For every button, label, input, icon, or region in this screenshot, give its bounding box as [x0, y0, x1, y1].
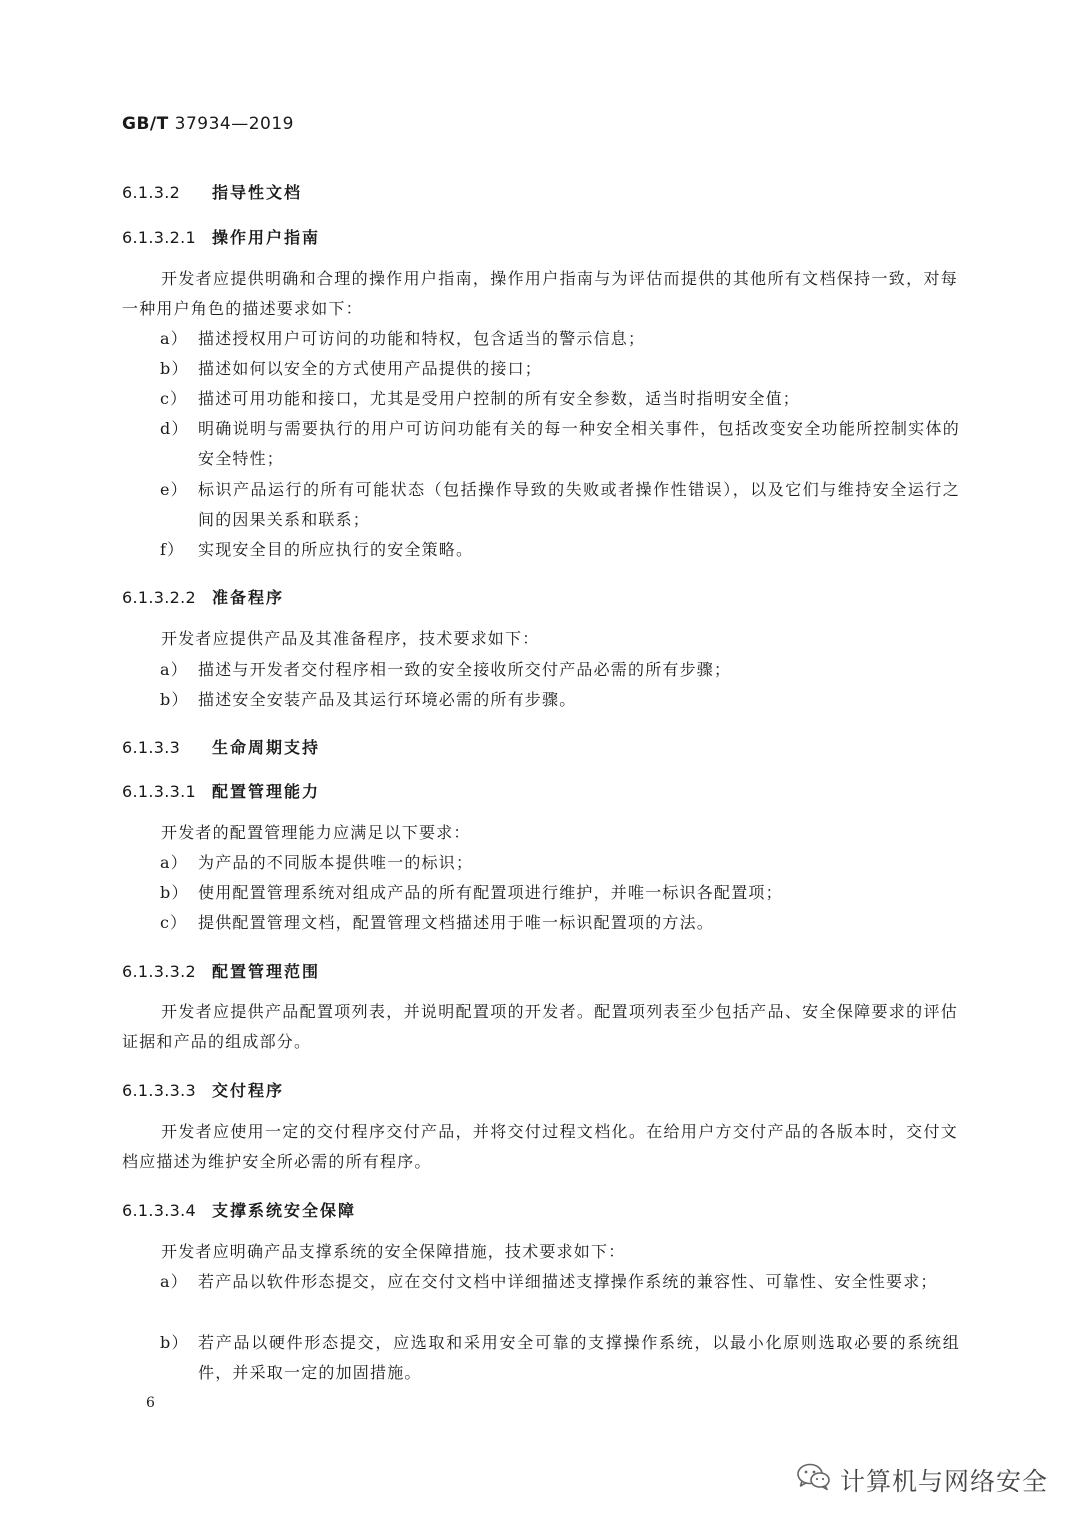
list-item	[160, 324, 960, 354]
section-number: 6.1.3.3	[122, 738, 181, 757]
section-number: 6.1.3.2.1	[122, 228, 196, 247]
list-label: a）	[160, 1272, 188, 1291]
section-title: 支撑系统安全保障	[212, 1201, 357, 1220]
list-item	[160, 384, 960, 414]
body-paragraph: 开发者应明确产品支撑系统的安全保障措施，技术要求如下：	[161, 1242, 626, 1261]
list-text: 描述授权用户可访问的功能和特权，包含适当的警示信息；	[198, 329, 646, 348]
list-text: 实现安全目的所应执行的安全策略。	[198, 540, 474, 559]
section-heading	[122, 180, 302, 203]
list-text: 使用配置管理系统对组成产品的所有配置项进行维护，并唯一标识各配置项；	[198, 883, 783, 902]
section-number: 6.1.3.3.2	[122, 962, 196, 981]
section-number: 6.1.3.3.4	[122, 1201, 196, 1220]
body-paragraph: 开发者的配置管理能力应满足以下要求：	[161, 823, 471, 842]
list-text: 若产品以硬件形态提交，应选取和采用安全可靠的支撑操作系统，以最小化原则选取必要的系统组件，并采取一定的加固措施。	[198, 1333, 960, 1382]
list-label: b）	[160, 1333, 189, 1352]
list-item	[160, 1267, 960, 1297]
list-item	[160, 685, 960, 715]
section-number: 6.1.3.2.2	[122, 588, 196, 607]
section-heading	[122, 959, 320, 982]
section-heading	[122, 779, 320, 802]
section-title: 生命周期支持	[212, 738, 321, 757]
section-title: 配置管理范围	[212, 962, 321, 981]
list-label: a）	[160, 853, 188, 872]
list-text: 提供配置管理文档，配置管理文档描述用于唯一标识配置项的方法。	[198, 913, 715, 932]
section-heading	[122, 1198, 356, 1221]
standard-prefix: GB/T	[122, 114, 169, 134]
list-text: 为产品的不同版本提供唯一的标识；	[198, 853, 474, 872]
list-text: 标识产品运行的所有可能状态（包括操作导致的失败或者操作性错误），以及它们与维持安全运行之间的因果关系和联系；	[198, 480, 960, 529]
list-item	[160, 414, 960, 474]
list-item	[160, 1328, 960, 1388]
section-title: 操作用户指南	[212, 228, 321, 247]
body-paragraph: 开发者应提供明确和合理的操作用户指南，操作用户指南与为评估而提供的其他所有文档保持一致，对每一种用户角色的描述要求如下：	[122, 269, 958, 318]
body-paragraph: 开发者应提供产品配置项列表，并说明配置项的开发者。配置项列表至少包括产品、安全保障要求的评估证据和产品的组成部分。	[122, 1002, 958, 1051]
standard-number: 37934—2019	[174, 114, 294, 134]
list-text: 若产品以软件形态提交，应在交付文档中详细描述支撑操作系统的兼容性、可靠性、安全性要求；	[198, 1272, 938, 1291]
list-text: 描述与开发者交付程序相一致的安全接收所交付产品必需的所有步骤；	[198, 660, 732, 679]
page-number: 6	[146, 1395, 155, 1411]
list-label: f）	[160, 540, 185, 559]
list-label: e）	[160, 480, 188, 499]
section-heading	[122, 735, 320, 758]
section-number: 6.1.3.2	[122, 183, 181, 202]
list-text: 描述可用功能和接口，尤其是受用户控制的所有安全参数，适当时指明安全值；	[198, 389, 801, 408]
section-heading	[122, 585, 284, 608]
list-label: a）	[160, 329, 188, 348]
list-label: b）	[160, 690, 189, 709]
list-label: d）	[160, 419, 189, 438]
section-number: 6.1.3.3.3	[122, 1081, 196, 1100]
section-number: 6.1.3.3.1	[122, 782, 196, 801]
list-item	[160, 535, 960, 565]
list-label: b）	[160, 883, 189, 902]
list-text: 描述安全安装产品及其运行环境必需的所有步骤。	[198, 690, 577, 709]
body-paragraph: 开发者应提供产品及其准备程序，技术要求如下：	[161, 629, 540, 648]
standard-code	[122, 114, 294, 134]
list-text: 明确说明与需要执行的用户可访问功能有关的每一种安全相关事件，包括改变安全功能所控制实体的安全特性；	[198, 419, 960, 468]
section-title: 指导性文档	[212, 183, 303, 202]
body-paragraph: 开发者应使用一定的交付程序交付产品，并将交付过程文档化。在给用户方交付产品的各版本时，交付文档应描述为维护安全所必需的所有程序。	[122, 1122, 958, 1171]
section-heading	[122, 1078, 284, 1101]
list-item	[160, 354, 960, 384]
list-item	[160, 475, 960, 535]
list-item	[160, 908, 960, 938]
section-title: 交付程序	[212, 1081, 285, 1100]
list-item	[160, 848, 960, 878]
list-label: c）	[160, 913, 188, 932]
section-title: 准备程序	[212, 588, 285, 607]
wechat-icon	[796, 1462, 840, 1498]
watermark	[796, 1458, 1048, 1502]
list-text: 描述如何以安全的方式使用产品提供的接口；	[198, 359, 543, 378]
section-heading	[122, 225, 320, 248]
list-label: b）	[160, 359, 189, 378]
list-label: a）	[160, 660, 188, 679]
list-item	[160, 655, 960, 685]
list-label: c）	[160, 389, 188, 408]
section-title: 配置管理能力	[212, 782, 321, 801]
list-item	[160, 878, 960, 908]
watermark-text: 计算机与网络安全	[840, 1467, 1049, 1496]
